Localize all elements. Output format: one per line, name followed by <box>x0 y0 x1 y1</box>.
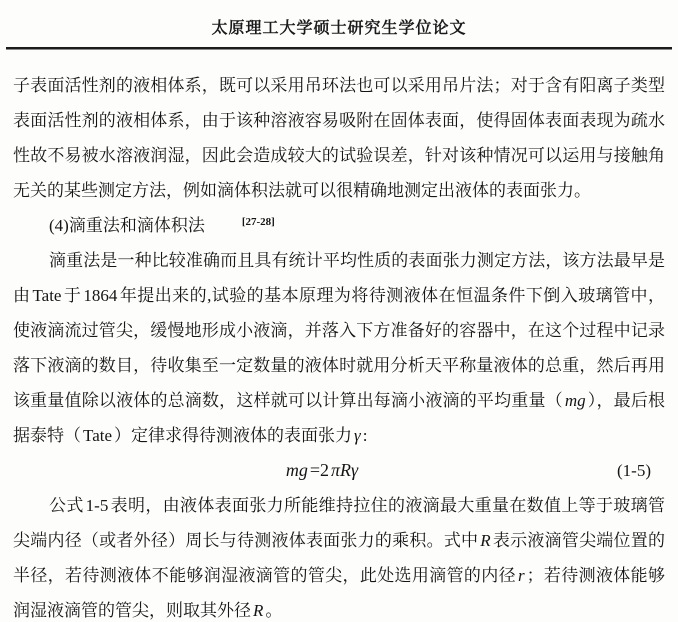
body-line-1: 子表面活性剂的液相体系，既可以采用吊环法也可以采用吊片法；对于含有阳离子类型 <box>13 76 665 95</box>
body-line-11: 据泰特（ Tate ）定律求得待测液体的表面张力 γ : <box>13 426 368 445</box>
equation-1-5 <box>13 453 665 488</box>
body-line-13: 公式 1-5 表明，由液体表面张力所能维持拉住的液滴最大重量在数值上等于玻璃管 <box>49 496 666 515</box>
equation-number: (1-5) <box>617 461 651 480</box>
body-line-8: 使液滴流过管尖，缓慢地形成小液滴，并落入下方准备好的容器中，在这个过程中记录 <box>13 321 665 340</box>
body-line-7: 由 Tate 于 1864 年提出来的,试验的基本原理为将待测液体在恒温条件下倒入玻璃管中， <box>13 286 666 305</box>
body-line-4: 无关的某些测定方法，例如滴体积法就可以很精确地测定出液体的表面张力。 <box>13 181 591 200</box>
body-line-16: 润湿液滴管的管尖，则取其外径 R 。 <box>13 601 283 620</box>
body-line-2: 表面活性剂的液相体系，由于该种溶液容易吸附在固体表面，使得固体表面表现为疏水 <box>13 111 665 130</box>
page-header <box>0 0 678 42</box>
equation: mg =2 πRγ <box>285 460 359 480</box>
header-rule <box>6 47 672 50</box>
body-line-15: 半径，若待测液体不能够润湿液滴管的管尖，此处选用滴管的内径 r ；若待测液体能够 <box>13 566 665 585</box>
section-heading-4: (4)滴重法和滴体积法 [27-28] <box>49 216 275 235</box>
body-line-9: 落下液滴的数目，待收集至一定数量的液体时就用分析天平称量液体的总重，然后再用 <box>13 356 665 375</box>
body-line-10: 该重量值除以液体的总滴数，这样就可以计算出每滴小液滴的平均重量（ mg ），最后根 <box>13 391 666 410</box>
body-line-6: 滴重法是一种比较准确而且具有统计平均性质的表面张力测定方法，该方法最早是 <box>49 251 665 270</box>
body-line-3: 性故不易被水溶液润湿，因此会造成较大的试验误差，针对该种情况可以运用与接触角 <box>13 146 665 165</box>
body-text <box>0 68 678 622</box>
body-line-14: 尖端内径（或者外径）周长与待测液体表面张力的乘积。式中 R 表示液滴管尖端位置的 <box>13 531 665 550</box>
page-header-title: 太原理工大学硕士研究生学位论文 <box>211 20 467 37</box>
